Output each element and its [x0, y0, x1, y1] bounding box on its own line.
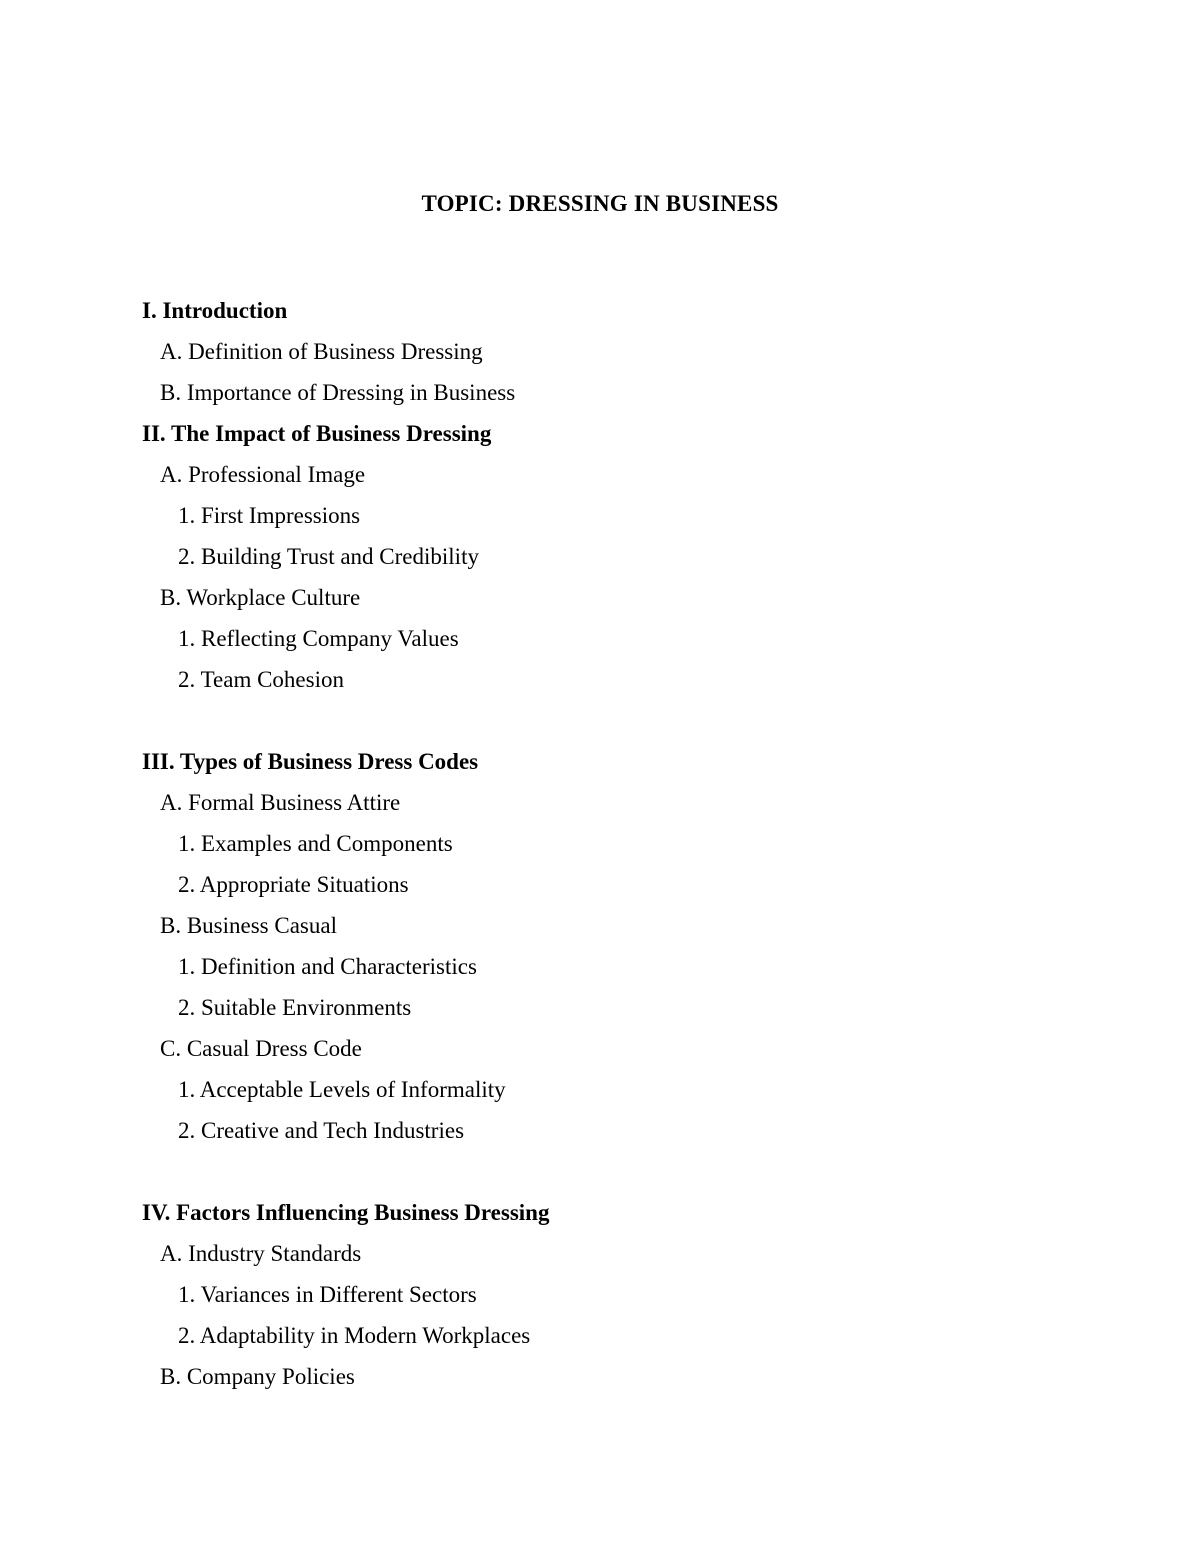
outline-subitem: 2. Suitable Environments [178, 995, 412, 1020]
blank-line [142, 700, 549, 741]
outline-subitem: 1. Examples and Components [178, 831, 453, 856]
section-heading: IV. Factors Influencing Business Dressing [142, 1200, 550, 1225]
outline-subitem: 1. Acceptable Levels of Informality [178, 1077, 506, 1102]
section-heading: III. Types of Business Dress Codes [142, 749, 479, 774]
outline-item: C. Casual Dress Code [160, 1036, 362, 1061]
document-title: TOPIC: DRESSING IN BUSINESS [421, 191, 779, 216]
section-heading: I. Introduction [142, 298, 288, 323]
outline-subitem: 2. Appropriate Situations [178, 872, 409, 897]
outline-subitem: 2. Adaptability in Modern Workplaces [178, 1323, 531, 1348]
outline-item: A. Industry Standards [160, 1241, 362, 1266]
outline [142, 290, 549, 1397]
outline-subitem: 2. Team Cohesion [178, 667, 344, 692]
outline-item: B. Workplace Culture [160, 585, 361, 610]
blank-line [142, 1151, 549, 1192]
outline-subitem: 2. Creative and Tech Industries [178, 1118, 465, 1143]
outline-subitem: 1. Variances in Different Sectors [178, 1282, 477, 1307]
outline-item: A. Formal Business Attire [160, 790, 401, 815]
outline-item: B. Business Casual [160, 913, 337, 938]
outline-subitem: 1. Definition and Characteristics [178, 954, 477, 979]
outline-subitem: 2. Building Trust and Credibility [178, 544, 479, 569]
outline-subitem: 1. Reflecting Company Values [178, 626, 459, 651]
section-heading: II. The Impact of Business Dressing [142, 421, 492, 446]
outline-item: A. Definition of Business Dressing [160, 339, 483, 364]
outline-subitem: 1. First Impressions [178, 503, 361, 528]
outline-item: A. Professional Image [160, 462, 366, 487]
outline-item: B. Importance of Dressing in Business [160, 380, 516, 405]
outline-item: B. Company Policies [160, 1364, 355, 1389]
